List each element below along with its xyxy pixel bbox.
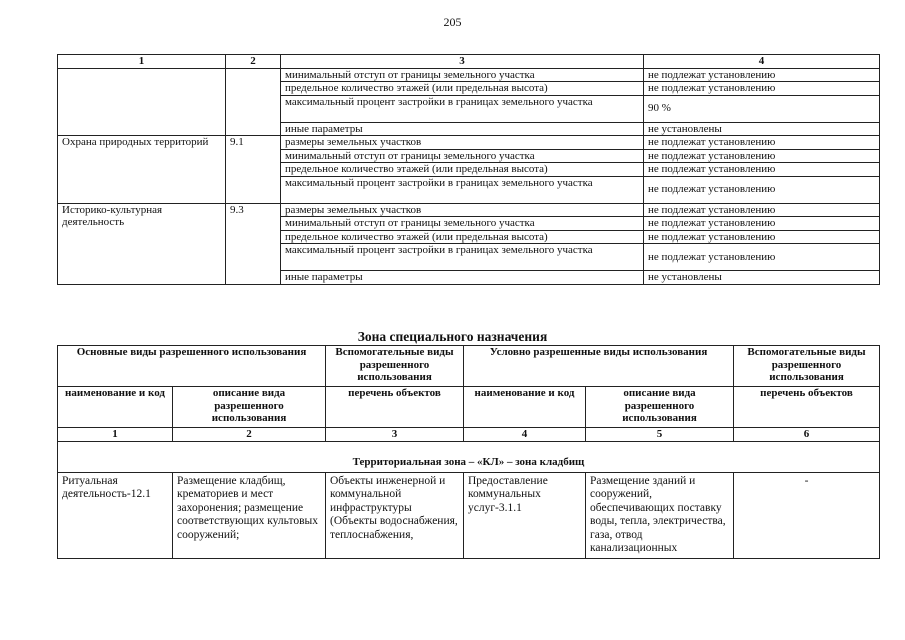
objects-list-cell <box>734 472 880 558</box>
parameter-cell: иные параметры <box>281 271 644 285</box>
parameter-cell: размеры земельных участков <box>281 136 644 150</box>
value-cell: 90 % <box>644 95 880 122</box>
table-subheader-row <box>58 387 880 428</box>
objects-list-cell <box>326 472 464 558</box>
auxiliary-uses-header: Вспомогательные виды разрешенного использования <box>734 346 880 387</box>
parameter-cell: максимальный процент застройки в границах земельного участка <box>281 244 644 271</box>
parameter-cell: максимальный процент застройки в границах земельного участка <box>281 176 644 203</box>
value-cell: не подлежат установлению <box>644 217 880 231</box>
use-name-cell <box>58 68 226 136</box>
table-header-row <box>58 346 880 387</box>
use-name-cell <box>58 472 173 558</box>
parameters-table <box>57 54 880 285</box>
use-name-cell: Историко-культурная деятельность <box>58 203 226 284</box>
auxiliary-uses-header: Вспомогательные виды разрешенного использования <box>326 346 464 387</box>
column-number: 4 <box>464 428 586 442</box>
column-number: 1 <box>58 428 173 442</box>
cell-text: - <box>804 474 809 487</box>
use-code-cell <box>226 68 281 136</box>
parameter-cell: максимальный процент застройки в границах земельного участка <box>281 95 644 122</box>
column-header: перечень объектов <box>326 387 464 428</box>
zone-banner: Территориальная зона – «КЛ» – зона кладбищ <box>58 441 880 472</box>
conditional-use-name-cell <box>464 472 586 558</box>
zone-uses-table <box>57 345 880 559</box>
column-number: 2 <box>173 428 326 442</box>
value-cell: не подлежат установлению <box>644 68 880 82</box>
value-cell: не подлежат установлению <box>644 203 880 217</box>
column-header: перечень объектов <box>734 387 880 428</box>
column-header: 2 <box>226 55 281 69</box>
value-cell: не подлежат установлению <box>644 82 880 96</box>
column-header: наименование и код <box>464 387 586 428</box>
column-header: 1 <box>58 55 226 69</box>
column-number: 6 <box>734 428 880 442</box>
zone-banner-row <box>58 441 880 472</box>
use-name-cell: Охрана природных территорий <box>58 136 226 204</box>
table-row <box>58 136 880 150</box>
parameter-cell: размеры земельных участков <box>281 203 644 217</box>
parameter-cell: минимальный отступ от границы земельного участка <box>281 217 644 231</box>
section-title: Зона специального назначения <box>357 329 548 344</box>
cell-text: Ритуальная деятельность-12.1 <box>62 474 151 500</box>
conditional-uses-header: Условно разрешенные виды использования <box>464 346 734 387</box>
table-row <box>58 68 880 82</box>
table-row <box>58 472 880 558</box>
column-header: описание вида разрешенного использования <box>173 387 326 428</box>
cell-text: Размещение кладбищ, крематориев и мест захоронения; размещение соответствующих культовых сооружений; <box>177 474 318 541</box>
use-code-cell: 9.1 <box>226 136 281 204</box>
value-cell: не подлежат установлению <box>644 244 880 271</box>
conditional-use-description-cell <box>586 472 734 558</box>
column-header: описание вида разрешенного использования <box>586 387 734 428</box>
value-cell: не установлены <box>644 122 880 136</box>
column-header: наименование и код <box>58 387 173 428</box>
column-header: 4 <box>644 55 880 69</box>
cell-text: Предоставление коммунальных услуг-3.1.1 <box>468 474 548 514</box>
value-cell: не подлежат установлению <box>644 136 880 150</box>
parameter-cell: минимальный отступ от границы земельного участка <box>281 68 644 82</box>
table-row <box>58 203 880 217</box>
cell-text: Размещение зданий и сооружений, обеспечивающих поставку воды, тепла, электричества, газа, отвод канализационных <box>590 474 726 554</box>
parameter-cell: предельное количество этажей (или предельная высота) <box>281 230 644 244</box>
use-description-cell <box>173 472 326 558</box>
page-number: 205 <box>443 15 462 29</box>
table-header-row <box>58 55 880 69</box>
value-cell: не установлены <box>644 271 880 285</box>
value-cell: не подлежат установлению <box>644 163 880 177</box>
column-number-row <box>58 428 880 442</box>
column-number: 3 <box>326 428 464 442</box>
value-cell: не подлежат установлению <box>644 230 880 244</box>
parameter-cell: иные параметры <box>281 122 644 136</box>
basic-uses-header: Основные виды разрешенного использования <box>58 346 326 387</box>
column-header: 3 <box>281 55 644 69</box>
value-cell: не подлежат установлению <box>644 149 880 163</box>
parameter-cell: предельное количество этажей (или предельная высота) <box>281 163 644 177</box>
parameter-cell: минимальный отступ от границы земельного участка <box>281 149 644 163</box>
column-number: 5 <box>586 428 734 442</box>
use-code-cell: 9.3 <box>226 203 281 284</box>
cell-text: Объекты инженерной и коммунальной инфраструктуры (Объекты водоснабжения, теплоснабжения, <box>330 474 458 541</box>
value-cell: не подлежат установлению <box>644 176 880 203</box>
parameter-cell: предельное количество этажей (или предельная высота) <box>281 82 644 96</box>
